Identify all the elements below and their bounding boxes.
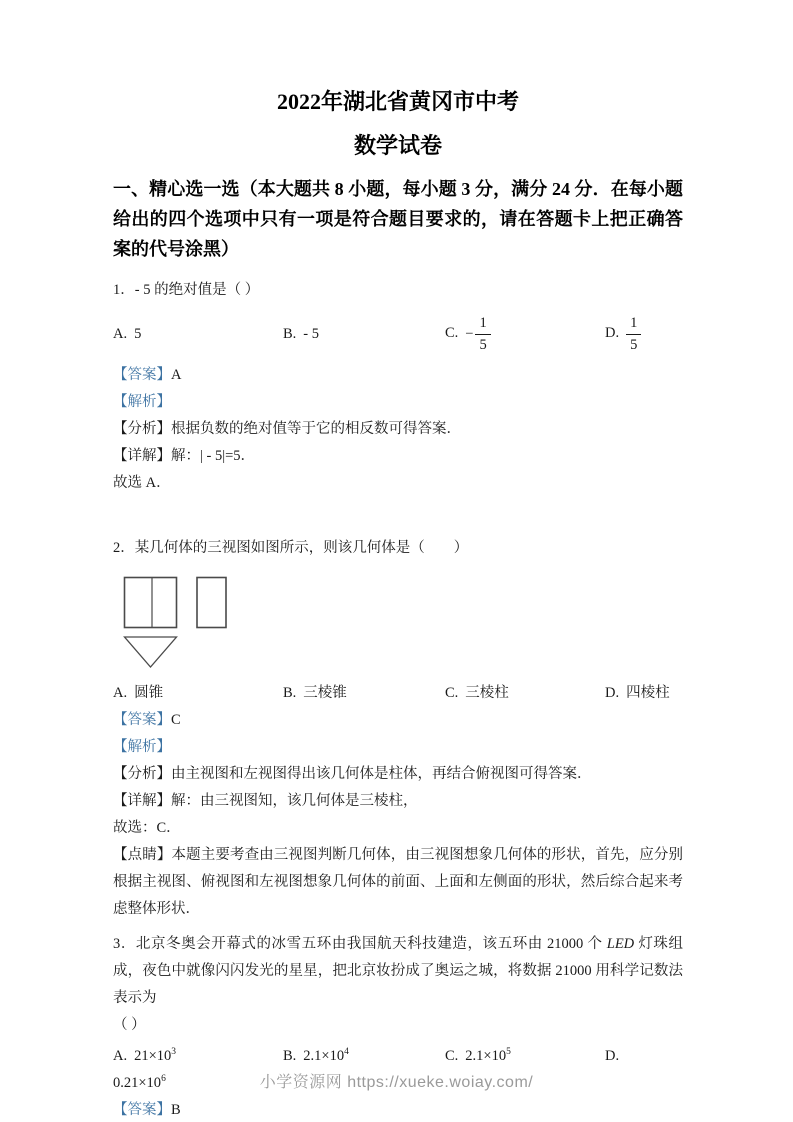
side-view-rect <box>197 578 226 628</box>
front-view-rect <box>125 578 177 628</box>
analysis-label: 【解析】 <box>113 739 171 755</box>
q2-option-a-label: A. <box>113 685 128 701</box>
question-1-options <box>113 306 683 362</box>
q1-option-c-label: C. <box>445 325 459 342</box>
q1-option-c <box>445 314 605 353</box>
q3-option-d-label: D. <box>605 1048 620 1064</box>
q1-option-c-minus: − <box>465 325 474 342</box>
q2-fenxi-line: 【分析】由主视图和左视图得出该几何体是柱体，再结合俯视图可得答案． <box>113 766 592 782</box>
q1-fenxi-line: 【分析】根据负数的绝对值等于它的相反数可得答案． <box>113 421 461 437</box>
three-view-diagram <box>123 576 253 674</box>
q2-option-a <box>113 680 283 707</box>
document-title-line2: 数学试卷 <box>353 133 442 158</box>
q3-option-c-value <box>465 1048 511 1064</box>
q3-led-italic: LED <box>606 936 635 952</box>
q2-answer-value: C <box>171 712 181 728</box>
q2-option-a-value: 圆锥 <box>134 685 164 701</box>
q2-option-c-value: 三棱柱 <box>465 685 509 701</box>
q2-option-c-label: C. <box>445 685 459 701</box>
q2-conclusion-line: 故选：C． <box>113 820 181 836</box>
q3-text-after: 灯珠组成，夜色中就像闪闪发光的星星，把北京妆扮成了奥运之城，将数据 21000 用科学记数法表示为 <box>113 936 683 1006</box>
q1-answer-line <box>113 362 683 389</box>
q2-option-d-value: 四棱柱 <box>626 685 670 701</box>
q3-option-a <box>113 1043 283 1070</box>
q3-text-before: 3．北京冬奥会开幕式的冰雪五环由我国航天科技建造，该五环由 21000 个 <box>113 936 607 952</box>
q3-answer-line <box>113 1097 683 1122</box>
q2-option-b-label: B. <box>283 685 297 701</box>
q1-xiangjie-line: 【详解】解：| - 5|=5． <box>113 448 256 464</box>
q1-option-b-value: - 5 <box>303 325 320 342</box>
q2-analysis-label-line <box>113 734 683 761</box>
fraction-denominator: 5 <box>630 336 638 353</box>
q1-answer-value: A <box>171 367 182 383</box>
q3-option-b-value <box>303 1048 349 1064</box>
q3-option-c-base: 2.1×10 <box>465 1048 507 1064</box>
q1-option-d-fraction <box>626 314 641 353</box>
q3-option-b-base: 2.1×10 <box>303 1048 345 1064</box>
answer-label: 【答案】 <box>113 1102 171 1118</box>
q3-option-a-value <box>134 1048 176 1064</box>
q3-option-b-label: B. <box>283 1048 297 1064</box>
q3-option-b <box>283 1043 445 1070</box>
fraction-denominator: 5 <box>479 336 487 353</box>
q1-option-c-fraction <box>475 314 490 353</box>
question-2-options <box>113 680 683 707</box>
q3-option-a-exponent: 3 <box>171 1047 177 1058</box>
q1-option-a-value: 5 <box>134 325 142 342</box>
q3-bracket-line: （ ） <box>113 1017 146 1033</box>
fraction-numerator: 1 <box>626 314 641 334</box>
q1-option-b-label: B. <box>283 325 297 342</box>
q3-option-a-base: 21×10 <box>134 1048 172 1064</box>
q2-option-b <box>283 680 445 707</box>
q1-analysis-label-line <box>113 389 683 416</box>
q1-conclusion-line: 故选 A． <box>113 475 171 491</box>
q3-option-c-exponent: 5 <box>506 1047 511 1058</box>
question-1-text: 1．- 5 的绝对值是（ ） <box>113 282 260 298</box>
analysis-label: 【解析】 <box>113 394 171 410</box>
q2-option-b-value: 三棱锥 <box>303 685 347 701</box>
q2-xiangjie-line: 【详解】解：由三视图知，该几何体是三棱柱， <box>113 793 418 809</box>
question-2-text: 2．某几何体的三视图如图所示，则该几何体是（ ） <box>113 540 469 556</box>
q3-option-c-label: C. <box>445 1048 459 1064</box>
q1-option-a-label: A. <box>113 325 128 342</box>
site-watermark-footer: 小学资源网 https://xueke.woiay.com/ <box>259 1074 534 1091</box>
question-3-text <box>113 931 683 1012</box>
q3-option-b-exponent: 4 <box>344 1047 349 1058</box>
q2-answer-line <box>113 707 683 734</box>
top-view-triangle <box>125 637 177 667</box>
q3-option-d <box>605 1043 683 1070</box>
q3-option-d-base: 0.21×10 <box>113 1075 162 1091</box>
answer-label: 【答案】 <box>113 712 171 728</box>
fraction-numerator: 1 <box>475 314 490 334</box>
section-one-header: 一、精心选一选（本大题共 8 小题，每小题 3 分，满分 24 分．在每小题给出的四个选项中只有一项是符合题目要求的，请在答题卡上把正确答案的代号涂黑） <box>113 179 683 259</box>
q2-option-d-label: D. <box>605 685 620 701</box>
q3-answer-value: B <box>171 1102 181 1118</box>
q1-option-a <box>113 326 283 343</box>
answer-label: 【答案】 <box>113 367 171 383</box>
q1-option-d-label: D. <box>605 325 620 342</box>
q3-option-d-exponent: 6 <box>161 1074 166 1085</box>
q2-option-d <box>605 680 683 707</box>
document-title-line1: 2022年湖北省黄冈市中考 <box>276 89 519 114</box>
q3-option-a-label: A. <box>113 1048 128 1064</box>
question-3-options <box>113 1043 683 1070</box>
q3-option-c <box>445 1043 605 1070</box>
q1-option-d <box>605 314 683 353</box>
q2-dianjing-paragraph: 【点睛】本题主要考查由三视图判断几何体，由三视图想象几何体的形状，首先，应分别根据主视图、俯视图和左视图想象几何体的前面、上面和左侧面的形状，然后综合起来考虑整体形状． <box>113 847 683 917</box>
q2-option-c <box>445 680 605 707</box>
q1-option-b <box>283 326 445 343</box>
